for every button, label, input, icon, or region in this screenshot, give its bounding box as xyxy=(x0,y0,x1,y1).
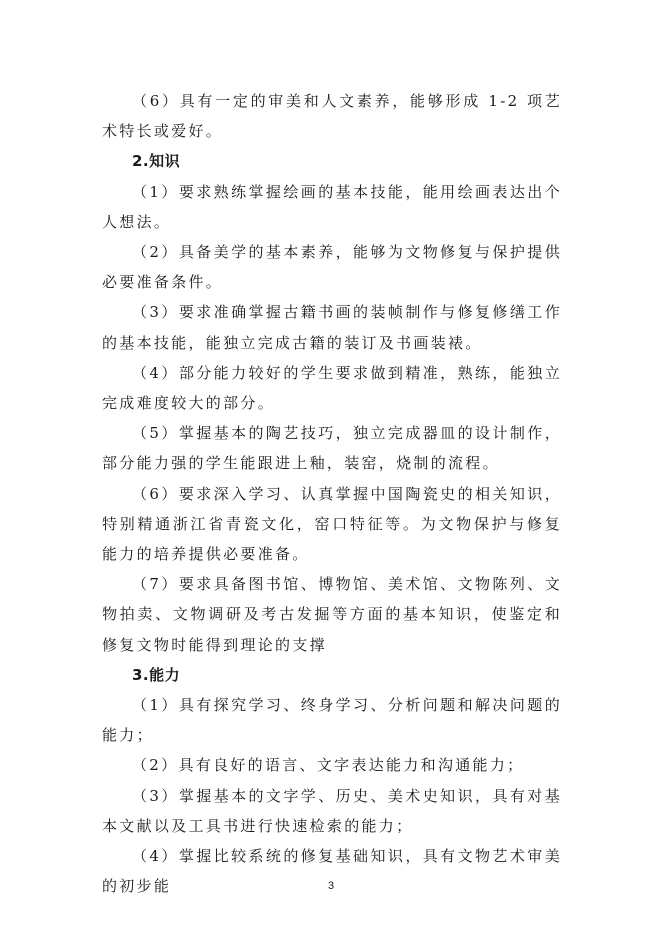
paragraph-knowledge-1: （1）要求熟练掌握绘画的基本技能，能用绘画表达出个人想法。 xyxy=(102,182,562,231)
paragraph-ability-3: （3）掌握基本的文字学、历史、美术史知识，具有对基本文献以及工具书进行快速检索的能力； xyxy=(102,786,562,835)
paragraph-knowledge-4: （4）部分能力较好的学生要求做到精准，熟练，能独立完成难度较大的部分。 xyxy=(102,363,562,413)
paragraph-knowledge-2: （2）具备美学的基本素养，能够为文物修复与保护提供必要准备条件。 xyxy=(102,243,562,292)
paragraph-aesthetic-literacy: （6）具有一定的审美和人文素养，能够形成 1-2 项艺术特长或爱好。 xyxy=(102,92,562,141)
paragraph-ability-1: （1）具有探究学习、终身学习、分析问题和解决问题的能力； xyxy=(102,696,562,745)
paragraph-ability-2: （2）具有良好的语言、文字表达能力和沟通能力； xyxy=(132,756,525,775)
page-number: 3 xyxy=(327,880,335,892)
document-body xyxy=(102,86,562,901)
paragraph-knowledge-7: （7）要求具备图书馆、博物馆、美术馆、文物陈列、文物拍卖、文物调研及考古发掘等方面的基本知识，使鉴定和修复文物时能得到理论的支撑 xyxy=(102,575,562,654)
section-heading-ability: 3.能力 xyxy=(132,665,181,684)
paragraph-knowledge-5: （5）掌握基本的陶艺技巧，独立完成器皿的设计制作，部分能力强的学生能跟进上釉，装窑，烧制的流程。 xyxy=(102,424,562,473)
paragraph-knowledge-3: （3）要求准确掌握古籍书画的装帧制作与修复修缮工作的基本技能，能独立完成古籍的装订及书画装裱。 xyxy=(102,303,562,352)
section-heading-knowledge: 2.知识 xyxy=(132,152,181,171)
paragraph-knowledge-6: （6）要求深入学习、认真掌握中国陶瓷史的相关知识，特别精通浙江省青瓷文化，窑口特征等。为文物保护与修复能力的培养提供必要准备。 xyxy=(102,484,562,564)
paragraph-ability-4: （4）掌握比较系统的修复基础知识，具有文物艺术审美的初步能 xyxy=(102,847,562,896)
